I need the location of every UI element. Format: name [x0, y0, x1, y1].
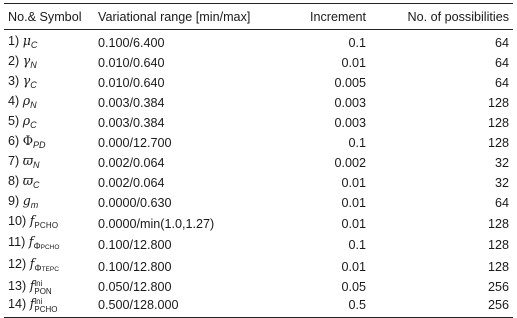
possibilities-cell: 32: [494, 156, 509, 170]
symbol-cell: 13) f ini PON: [8, 278, 52, 296]
table-row: [4, 30, 513, 54]
increment-cell: 0.002: [334, 156, 366, 170]
table-row: [4, 256, 513, 278]
range-cell: 0.002/0.064: [98, 156, 165, 170]
range-cell: 0.003/0.384: [98, 116, 165, 130]
table-row: [4, 213, 513, 234]
symbol-cell: 10) $f_{PCHO}$: [8, 213, 59, 230]
increment-cell: 0.1: [348, 36, 366, 50]
possibilities-cell: 256: [487, 298, 509, 312]
increment-cell: 0.005: [334, 76, 366, 90]
increment-cell: 0.003: [334, 116, 366, 130]
increment-cell: 0.1: [348, 238, 366, 252]
increment-cell: 0.05: [341, 280, 366, 294]
increment-cell: 0.003: [334, 96, 366, 110]
increment-cell: 0.01: [341, 176, 366, 190]
increment-cell: 0.1: [348, 136, 366, 150]
range-cell: 0.0000/0.630: [98, 196, 172, 210]
parameter-table: [4, 3, 513, 318]
possibilities-cell: 128: [487, 216, 509, 231]
symbol-cell: 3) $\gamma_C$: [8, 73, 37, 90]
possibilities-cell: 128: [487, 136, 509, 150]
possibilities-cell: 64: [494, 196, 509, 210]
range-cell: 0.100/6.400: [98, 36, 165, 50]
symbol-cell: 12) $f_{\Phi TEPC}$: [8, 256, 59, 273]
possibilities-cell: 32: [494, 176, 509, 190]
range-cell: 0.010/0.640: [98, 76, 165, 90]
table-row: [4, 113, 513, 133]
symbol-cell: 1) $\mu_C$: [8, 33, 38, 50]
table-row: [4, 133, 513, 153]
symbol-cell: 2) $\gamma_N$: [8, 53, 37, 70]
increment-cell: 0.5: [348, 298, 366, 312]
symbol-cell: 9) $g_m$: [8, 193, 39, 210]
symbol-cell: 14) f ini PCHO: [8, 296, 58, 314]
symbol-cell: 4) $\rho_N$: [8, 93, 37, 110]
increment-cell: 0.01: [341, 216, 366, 231]
header-increment: Increment: [310, 9, 366, 24]
range-cell: 0.100/12.800: [98, 238, 172, 252]
possibilities-cell: 128: [487, 260, 509, 274]
range-cell: 0.050/12.800: [98, 280, 172, 294]
table-row: [4, 73, 513, 93]
range-cell: 0.000/12.700: [98, 136, 172, 150]
table-row: [4, 173, 513, 193]
table-header-row: [4, 4, 513, 30]
range-cell: 0.010/0.640: [98, 56, 165, 70]
increment-cell: 0.01: [341, 196, 366, 210]
header-possibilities: No. of possibilities: [407, 9, 509, 24]
table-row: [4, 193, 513, 213]
table-row: [4, 153, 513, 173]
range-cell: 0.002/0.064: [98, 176, 165, 190]
symbol-cell: 5) $\rho_C$: [8, 113, 37, 130]
symbol-cell: 8) $ϖ_C$: [8, 173, 40, 190]
header-symbol: No.& Symbol: [8, 9, 82, 24]
increment-cell: 0.01: [341, 56, 366, 70]
possibilities-cell: 64: [494, 76, 509, 90]
possibilities-cell: 128: [487, 116, 509, 130]
table-row: [4, 93, 513, 113]
range-cell: 0.500/128.000: [98, 298, 179, 312]
table-row: [4, 278, 513, 296]
symbol-cell: 7) $ϖ_N$: [8, 153, 40, 170]
table-row: [4, 234, 513, 256]
table-row: [4, 296, 513, 318]
possibilities-cell: 64: [494, 36, 509, 50]
possibilities-cell: 64: [494, 56, 509, 70]
symbol-cell: 6) $\Phi_{PD}$: [8, 133, 46, 150]
header-range: Variational range [min/max]: [98, 9, 251, 24]
range-cell: 0.0000/min(1.0,1.27): [98, 216, 215, 231]
increment-cell: 0.01: [341, 260, 366, 274]
range-cell: 0.100/12.800: [98, 260, 172, 274]
possibilities-cell: 128: [487, 96, 509, 110]
possibilities-cell: 128: [487, 238, 509, 252]
symbol-cell: 11) $f_{\Phi PCHO}$: [8, 234, 60, 251]
table-body: [4, 30, 513, 318]
table-row: [4, 53, 513, 73]
range-cell: 0.003/0.384: [98, 96, 165, 110]
possibilities-cell: 256: [487, 280, 509, 294]
